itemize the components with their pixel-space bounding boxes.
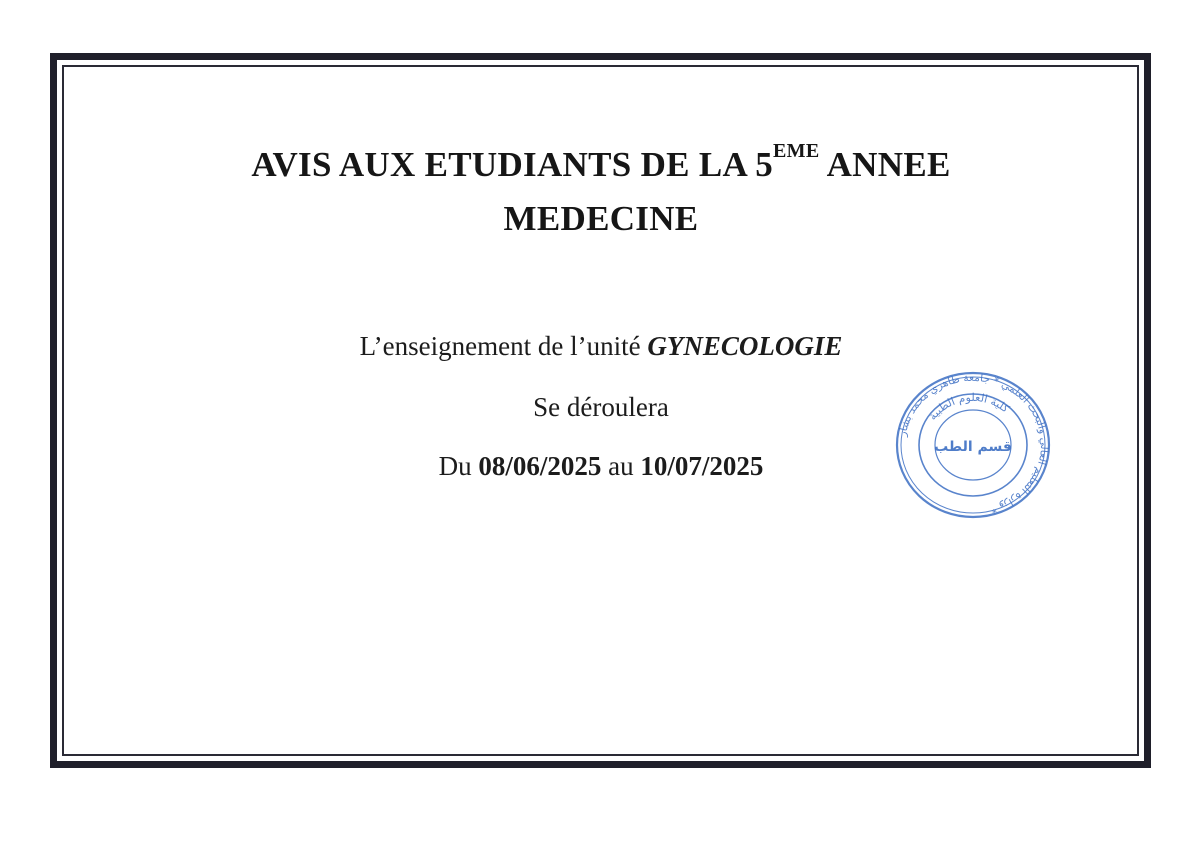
svg-text:كلية العلوم الطبية — [926, 391, 1012, 423]
title-suffix: ANNEE — [819, 145, 951, 184]
stamp-outer-text: وزارة التعليم العالي والبحث العلمي * جامعة طاهري محمد بشار * — [896, 371, 1051, 516]
title-superscript: EME — [773, 140, 820, 162]
title-prefix: AVIS AUX ETUDIANTS DE LA 5 — [251, 145, 773, 184]
notice-title-line-2: MEDECINE — [503, 199, 699, 238]
notice-title-line-1 — [0, 140, 1202, 185]
end-date: 10/07/2025 — [640, 451, 764, 481]
date-prefix: Du — [438, 451, 479, 481]
unit-line — [0, 329, 1202, 363]
unit-line-prefix: L’enseignement de l’unité — [359, 331, 648, 361]
date-connector: au — [601, 451, 641, 481]
schedule-line: Se déroulera — [533, 392, 669, 422]
unit-name: GYNECOLOGIE — [647, 331, 843, 361]
start-date: 08/06/2025 — [478, 451, 602, 481]
stamp-center-text: قسم الطب — [934, 439, 1012, 455]
official-stamp — [893, 368, 1053, 523]
stamp-ring-text: كلية العلوم الطبية — [925, 390, 1012, 423]
